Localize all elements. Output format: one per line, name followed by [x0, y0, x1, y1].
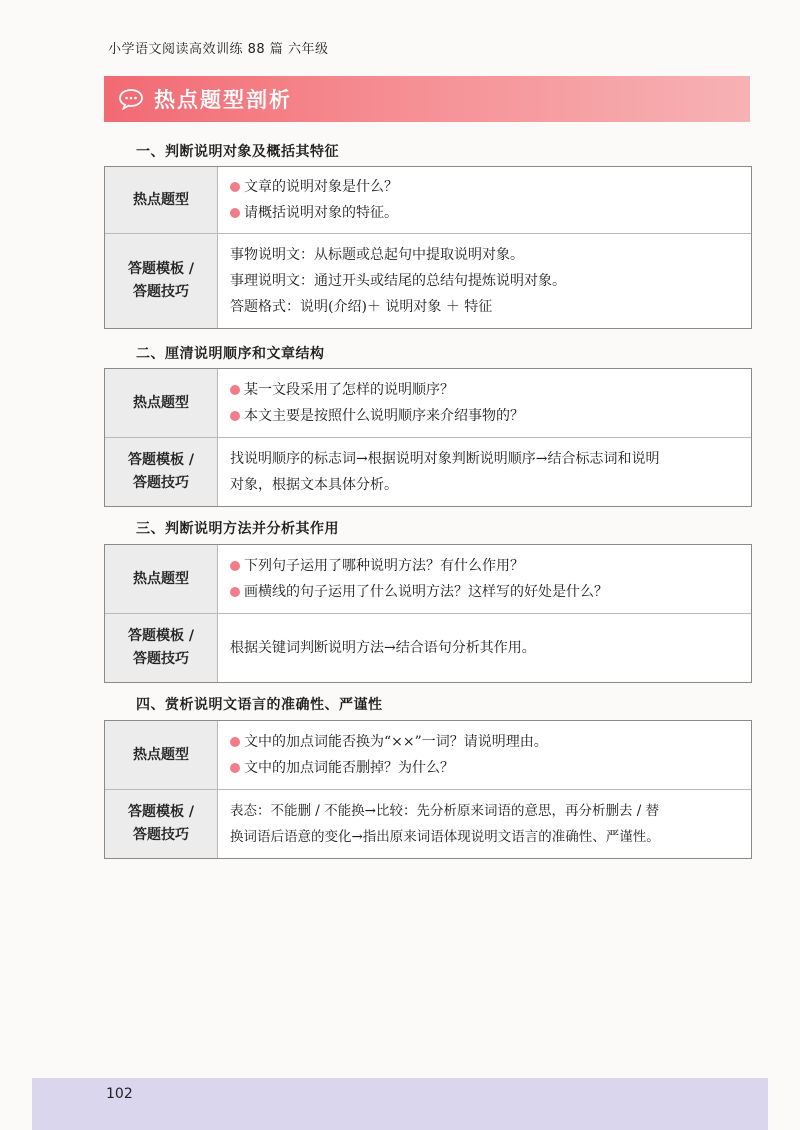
section-table-3: [104, 544, 752, 683]
hot-question-row: [105, 369, 751, 437]
question-item: 文章的说明对象是什么？: [230, 174, 743, 200]
footer-band: [32, 1078, 768, 1130]
hot-question-label: 热点题型: [105, 167, 218, 233]
hot-question-label: 热点题型: [105, 545, 218, 613]
question-item: 文中的加点词能否删掉？为什么？: [230, 755, 743, 781]
answer-template-label: 答题模板 / 答题技巧: [105, 234, 218, 328]
section-heading-1: 一、判断说明对象及概括其特征: [136, 144, 339, 160]
question-item: 请概括说明对象的特征。: [230, 200, 743, 226]
bullet-dot-icon: [230, 561, 240, 571]
hot-question-list: [218, 721, 751, 789]
answer-template-text: 根据关键词判断说明方法→结合语句分析其作用。: [230, 640, 536, 656]
hot-question-row: [105, 721, 751, 789]
bullet-dot-icon: [230, 737, 240, 747]
section-heading-4: 四、赏析说明文语言的准确性、严谨性: [136, 697, 383, 713]
page-number: 102: [106, 1086, 133, 1102]
bullet-dot-icon: [230, 763, 240, 773]
answer-template-row: [105, 613, 751, 682]
question-item: 本文主要是按照什么说明顺序来介绍事物的？: [230, 403, 743, 429]
answer-template-label: 答题模板 / 答题技巧: [105, 614, 218, 682]
section-table-1: [104, 166, 752, 329]
bullet-dot-icon: [230, 411, 240, 421]
section-table-2: [104, 368, 752, 507]
section-table-4: [104, 720, 752, 859]
hot-question-list: [218, 545, 751, 613]
hot-question-row: [105, 167, 751, 233]
hot-question-label: 热点题型: [105, 369, 218, 437]
answer-template-label: 答题模板 / 答题技巧: [105, 438, 218, 506]
answer-template-text: 表态：不能删 / 不能换→比较：先分析原来词语的意思，再分析删去 / 替 换词语后语意的变化→指出原来词语体现说明文语言的准确性、严谨性。: [230, 803, 660, 845]
question-item: 下列句子运用了哪种说明方法？有什么作用？: [230, 553, 743, 579]
question-item: 画横线的句子运用了什么说明方法？这样写的好处是什么？: [230, 579, 743, 605]
section-heading-3: 三、判断说明方法并分析其作用: [136, 521, 339, 537]
answer-template-text: 找说明顺序的标志词→根据说明对象判断说明顺序→结合标志词和说明 对象，根据文本具体分析。: [230, 451, 660, 493]
speech-bubble-icon: [118, 88, 144, 110]
answer-template-row: [105, 789, 751, 858]
bullet-dot-icon: [230, 587, 240, 597]
running-head: 小学语文阅读高效训练 88 篇 六年级: [108, 42, 329, 57]
question-item: 某一文段采用了怎样的说明顺序？: [230, 377, 743, 403]
bullet-dot-icon: [230, 182, 240, 192]
answer-template-row: [105, 233, 751, 328]
bullet-dot-icon: [230, 385, 240, 395]
hot-question-list: [218, 167, 751, 233]
hot-question-label: 热点题型: [105, 721, 218, 789]
bullet-dot-icon: [230, 208, 240, 218]
hot-question-row: [105, 545, 751, 613]
section-heading-2: 二、厘清说明顺序和文章结构: [136, 346, 325, 362]
hot-question-list: [218, 369, 751, 437]
banner-title: 热点题型剖析: [154, 88, 292, 112]
answer-template-text: 事物说明文：从标题或总起句中提取说明对象。 事理说明文：通过开头或结尾的总结句提炼说明对象。 答题格式：说明(介绍)＋ 说明对象 ＋ 特征: [230, 247, 566, 315]
question-item: 文中的加点词能否换为“××”一词？请说明理由。: [230, 729, 743, 755]
section-banner: [104, 76, 750, 122]
answer-template-row: [105, 437, 751, 506]
answer-template-label: 答题模板 / 答题技巧: [105, 790, 218, 858]
